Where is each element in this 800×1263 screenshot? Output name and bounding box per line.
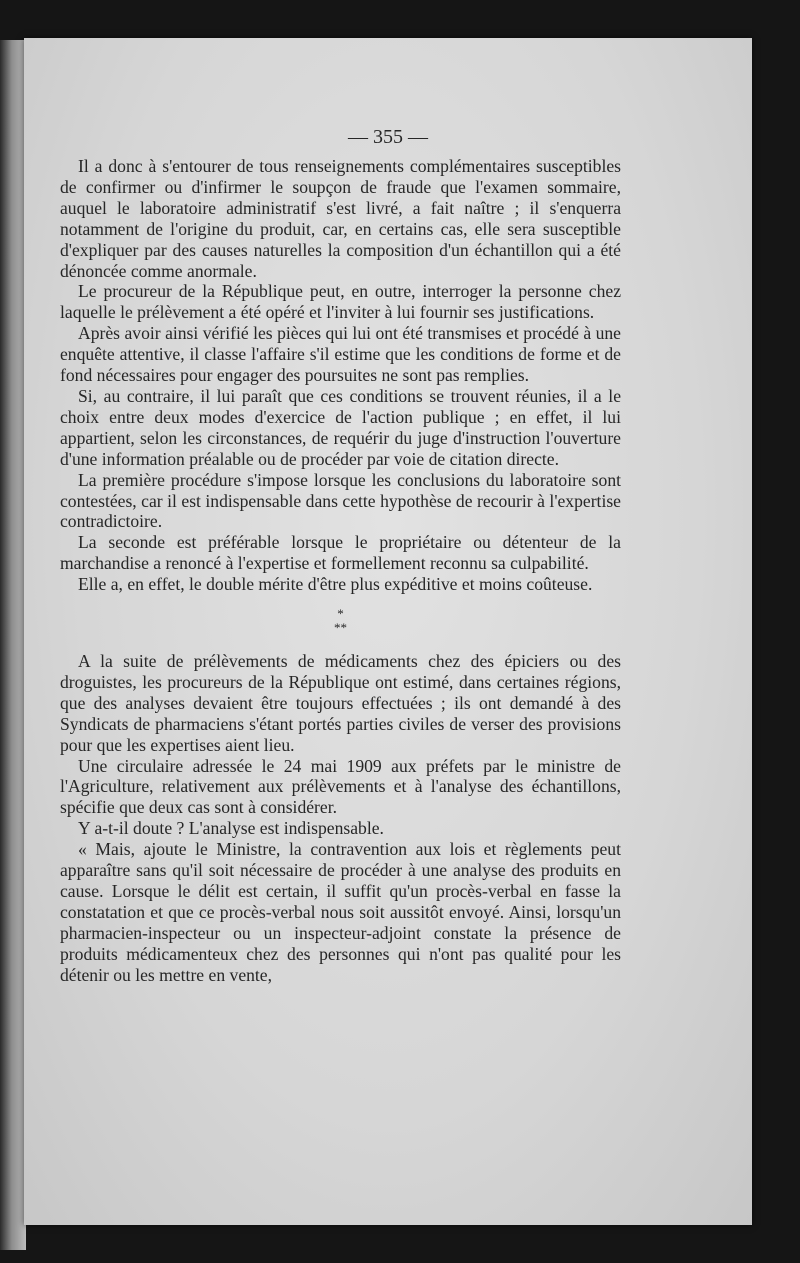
paragraph: Elle a, en effet, le double mérite d'être plus expéditive et moins coûteuse. <box>78 574 593 595</box>
paragraph: Le procureur de la République peut, en outre, interroger la personne chez laquelle le prélèvement a été opéré et l'inviter à lui fournir ses justifications. <box>60 281 621 323</box>
paragraph: A la suite de prélèvements de médicaments chez des épiciers ou des droguistes, les procureurs de la République ont estimé, dans certaines régions, que des analyses devaient être toujours effectuées ; ils ont demandé à des Syndicats de pharmaciens s'étant portés parties civiles de verser des provisions pour que les expertises aient lieu. <box>60 651 621 755</box>
book-spine <box>0 40 26 1250</box>
paragraph: Si, au contraire, il lui paraît que ces conditions se trouvent réunies, il a le choix entre deux modes d'exercice de l'action publique ; en effet, il lui appartient, selon les circonstances, de requérir du juge d'instruction l'ouverture d'une information préalable ou de procéder par voie de citation directe. <box>60 385 621 469</box>
section-separator <box>60 607 621 635</box>
paragraph: Une circulaire adressée le 24 mai 1909 aux préfets par le ministre de l'Agriculture, relativement aux prélèvements et à l'analyse des échantillons, spécifie que deux cas sont à considérer. <box>60 755 621 818</box>
paragraph: « Mais, ajoute le Ministre, la contravention aux lois et règlements peut apparaître sans qu'il soit nécessaire de procéder à une analyse des produits en cause. Lorsque le délit est certain, il suffit qu'un procès-verbal en fasse la constatation et que ce procès-verbal nous soit aussitôt envoyé. Ainsi, lorsqu'un pharmacien-inspecteur ou un inspecteur-adjoint constate la présence de produits médicamenteux chez des personnes qui n'ont pas qualité pour les détenir ou les mettre en vente, <box>60 839 621 985</box>
paragraph: Après avoir ainsi vérifié les pièces qui lui ont été transmises et procédé à une enquête attentive, il classe l'affaire s'il estime que les conditions de forme et de fond nécessaires pour engager des poursuites ne sont pas remplies. <box>60 323 621 386</box>
book-page <box>24 38 752 1225</box>
paragraph: Il a donc à s'entourer de tous renseignements complémentaires susceptibles de confirmer ou d'infirmer le soupçon de fraude que l'examen sommaire, auquel le laboratoire administratif s'est livré, a fait naître ; il s'enquerra notamment de l'origine du produit, car, en certains cas, elle sera susceptible d'expliquer par des causes naturelles la composition d'un échantillon qui a été dénoncée comme anormale. <box>60 156 621 281</box>
body-text <box>60 156 621 986</box>
separator-top-star: * <box>337 606 344 622</box>
paragraph: Y a-t-il doute ? L'analyse est indispensable. <box>78 818 384 839</box>
paragraph: La seconde est préférable lorsque le propriétaire ou détenteur de la marchandise a renoncé à l'expertise et formellement reconnu sa culpabilité. <box>60 532 621 574</box>
page-number: — 355 — <box>348 126 428 148</box>
paragraph: La première procédure s'impose lorsque les conclusions du laboratoire sont contestées, car il est indispensable dans cette hypothèse de recourir à l'expertise contradictoire. <box>60 469 621 532</box>
separator-bottom-stars: ** <box>334 620 347 636</box>
